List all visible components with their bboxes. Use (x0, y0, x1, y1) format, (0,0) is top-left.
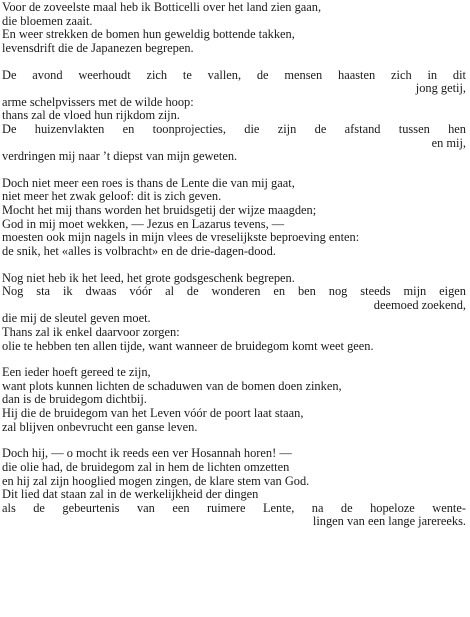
poem-line: Dit lied dat staan zal in de werkelijkheid der dingen (2, 487, 259, 502)
poem-line: als de gebeurtenis van een ruimere Lente, na de hopeloze wente- (2, 500, 466, 515)
poem-line: Nog niet heb ik het leed, het grote godsgeschenk begrepen. (2, 270, 295, 285)
poem-line: die bloemen zaait. (2, 13, 93, 28)
poem-line: die olie had, de bruidegom zal in hem de lichten omzetten (2, 459, 290, 474)
poem-line: De huizenvlakten en toonprojecties, die zijn de afstand tussen hen (2, 121, 466, 136)
poem-line: de snik, het «alles is volbracht» en de drie-dagen-dood. (2, 243, 276, 258)
poem-line: Doch niet meer een roes is thans de Lente die van mij gaat, (2, 175, 295, 190)
poem-line: en mij, (431, 135, 466, 150)
poem-line: verdringen mij naar ’t diepst van mijn geweten. (2, 149, 238, 164)
poem-line: niet meer het zwak geloof: dit is zich geven. (2, 189, 222, 204)
poem-line: levensdrift die de Japanezen begrepen. (2, 40, 194, 55)
poem-line: Voor de zoveelste maal heb ik Botticelli over het land zien gaan, (2, 0, 322, 14)
poem-line: De avond weerhoudt zich te vallen, de mensen haasten zich in dit (2, 67, 466, 82)
poem-line: God in mij moet wekken, — Jezus en Lazarus tevens, — (2, 216, 285, 231)
poem-line: deemoed zoekend, (373, 297, 466, 312)
poem-line: thans zal de vloed hun rijkdom zijn. (2, 108, 180, 123)
poem-line: dan is de bruidegom dichtbij. (2, 392, 147, 407)
poem-line: moesten ook mijn nagels in mijn vlees de vreselijkste beproeving enten: (2, 230, 360, 245)
poem-line: olie te hebben ten allen tijde, want wanneer de bruidegom komt weet geen. (2, 338, 374, 353)
poem-line: arme schelpvissers met de wilde hoop: (2, 94, 194, 109)
poem-line: Een ieder hoeft gereed te zijn, (2, 365, 151, 380)
poem-line: Doch hij, — o mocht ik reeds een ver Hosannah horen! — (2, 446, 292, 461)
poem-line: zal blijven onbevrucht een ganse leven. (2, 419, 198, 434)
poem-line: en hij zal zijn hooglied mogen zingen, de klare stem van God. (2, 473, 310, 488)
poem-line: jong getij, (415, 81, 466, 96)
poem-line: want plots kunnen lichten de schaduwen van de bomen doen zinken, (2, 378, 342, 393)
poem-line: Hij die de bruidegom van het Leven vóór de poort laat staan, (2, 406, 304, 420)
poem-line: Thans zal ik enkel daarvoor zorgen: (2, 324, 180, 339)
poem-line: Mocht het mij thans worden het bruidsgetij der wijze maagden; (2, 203, 317, 217)
poem-line: Nog sta ik dwaas vóór al de wonderen en ben nog steeds mijn eigen (2, 284, 466, 299)
poem-line: En weer strekken de bomen hun geweldig bottende takken, (2, 27, 295, 42)
poem-line: die mij de sleutel geven moet. (2, 311, 151, 326)
poem-line: lingen van een lange jarereeks. (312, 514, 466, 529)
